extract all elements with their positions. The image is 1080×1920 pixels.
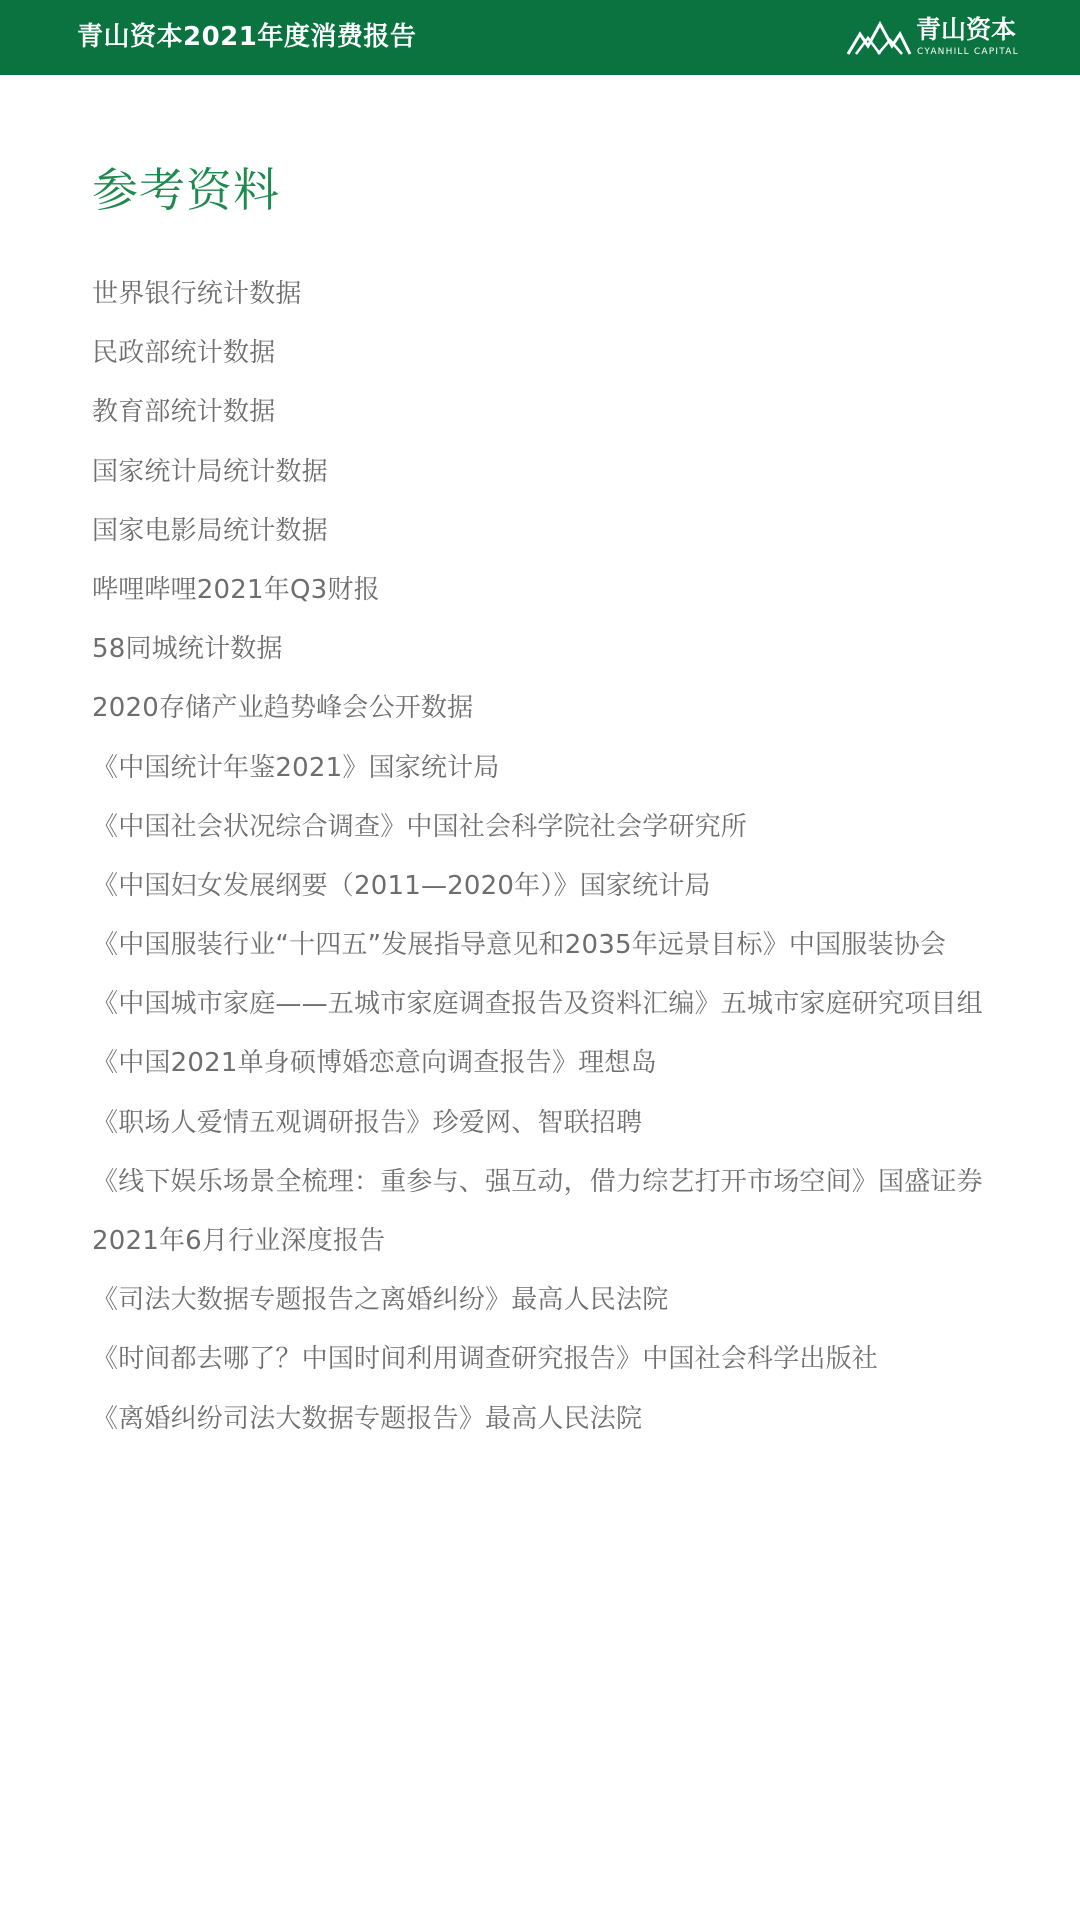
reference-item: 《中国服装行业“十四五”发展指导意见和2035年远景目标》中国服装协会 <box>92 930 947 961</box>
reference-item: 《职场人爱情五观调研报告》珍爱网、智联招聘 <box>92 1107 643 1138</box>
report-title: 青山资本2021年度消费报告 <box>77 22 417 52</box>
reference-item: 哔哩哔哩2021年Q3财报 <box>92 574 380 605</box>
reference-item: 58同城统计数据 <box>92 634 283 665</box>
reference-item: 2020存储产业趋势峰会公开数据 <box>92 693 474 724</box>
reference-item: 《司法大数据专题报告之离婚纠纷》最高人民法院 <box>92 1285 669 1316</box>
reference-list <box>92 272 1052 1456</box>
mountain-peaks-logo-icon <box>846 18 912 56</box>
reference-item: 国家统计局统计数据 <box>92 456 328 487</box>
reference-item: 2021年6月行业深度报告 <box>92 1226 386 1256</box>
logo-subtitle: CYANHILL CAPITAL <box>917 47 1019 57</box>
reference-item: 《时间都去哪了？中国时间利用调查研究报告》中国社会科学出版社 <box>92 1344 879 1375</box>
reference-item: 《中国2021单身硕博婚恋意向调查报告》理想岛 <box>92 1048 657 1079</box>
reference-item: 《中国社会状况综合调查》中国社会科学院社会学研究所 <box>92 811 748 842</box>
reference-item: 民政部统计数据 <box>92 338 276 369</box>
report-header <box>0 0 1080 75</box>
reference-item: 《线下娱乐场景全梳理：重参与、强互动，借力综艺打开市场空间》国盛证券 <box>92 1166 983 1197</box>
reference-item: 《中国统计年鉴2021》国家统计局 <box>92 752 500 783</box>
reference-item: 《离婚纠纷司法大数据专题报告》最高人民法院 <box>92 1403 643 1434</box>
cyanhill-logo <box>846 16 1026 60</box>
reference-item: 国家电影局统计数据 <box>92 515 328 546</box>
reference-item: 教育部统计数据 <box>92 397 276 428</box>
reference-item: 《中国妇女发展纲要（2011—2020年）》国家统计局 <box>92 870 711 901</box>
reference-item: 世界银行统计数据 <box>92 279 302 309</box>
page-title: 参考资料 <box>92 163 280 217</box>
reference-item: 《中国城市家庭——五城市家庭调查报告及资料汇编》五城市家庭研究项目组 <box>92 989 983 1020</box>
logo-name: 青山资本 <box>916 15 1017 44</box>
